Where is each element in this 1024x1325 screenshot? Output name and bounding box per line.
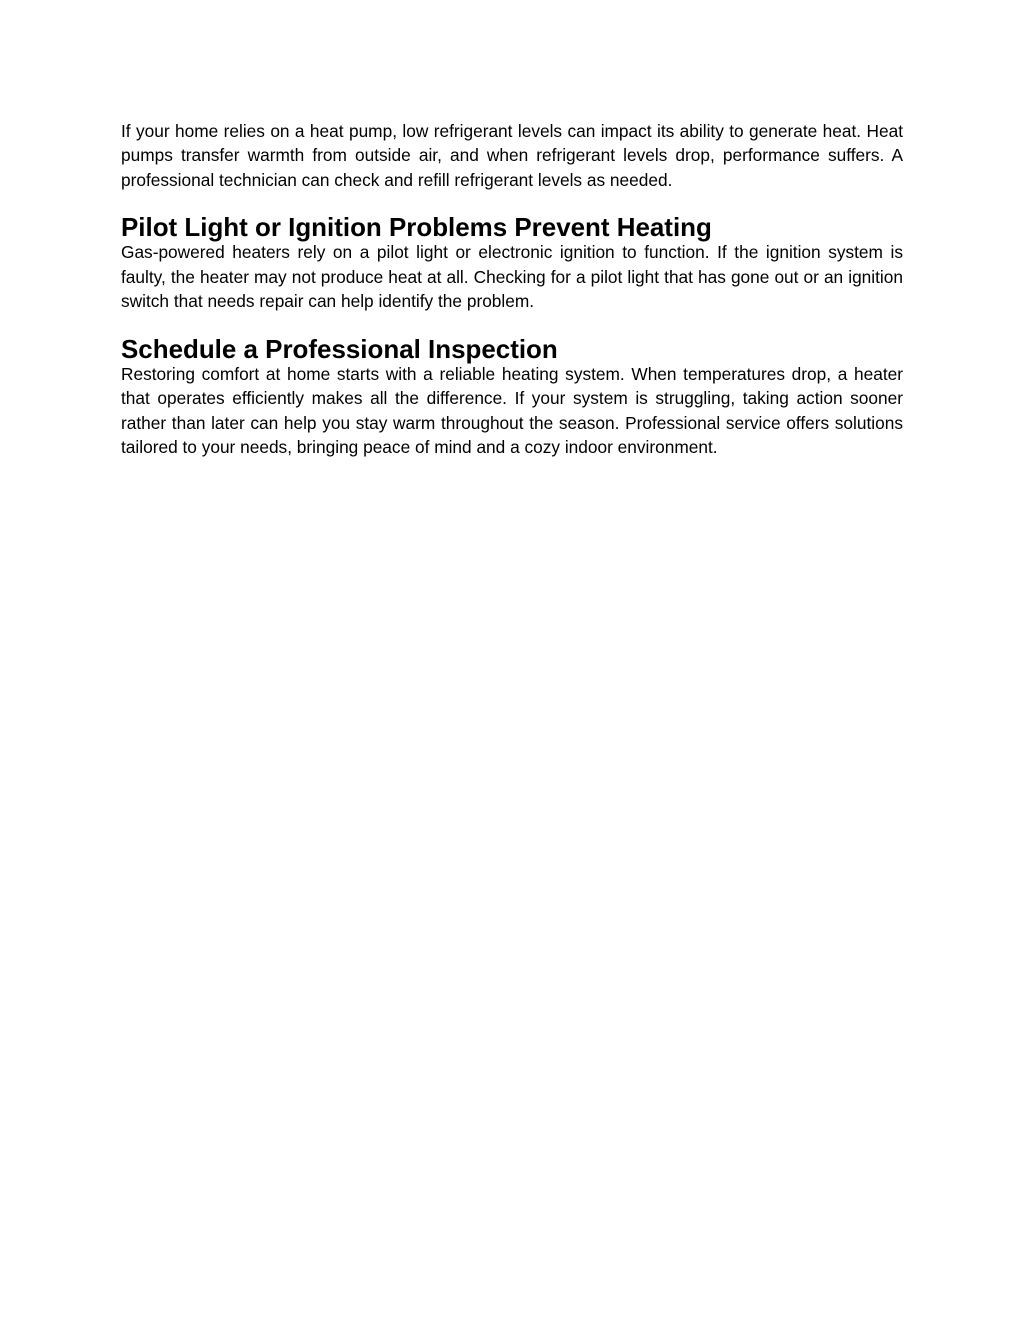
section-body-pilot-light: Gas-powered heaters rely on a pilot light or electronic ignition to function. If the ignition system is faulty, the heater may not produce heat at all. Checking for a pilot light that has gone out or an ignition switch that needs repair can help identify the problem. (121, 242, 903, 312)
section-heading-pilot-light: Pilot Light or Ignition Problems Prevent Heating (121, 214, 712, 243)
intro-paragraph: If your home relies on a heat pump, low refrigerant levels can impact its ability to generate heat. Heat pumps transfer warmth from outside air, and when refrigerant levels drop, performance suffers. A professional technician can check and refill refrigerant levels as needed. (121, 121, 903, 190)
section-heading-inspection: Schedule a Professional Inspection (121, 335, 558, 364)
section-body-inspection: Restoring comfort at home starts with a reliable heating system. When temperatures drop, a heater that operates efficiently makes all the difference. If your system is struggling, taking action sooner rather than later can help you stay warm throughout the season. Professional service offers solutions tailored to your needs, bringing peace of mind and a cozy indoor environment. (121, 363, 903, 457)
section-spacer (121, 313, 903, 337)
document-page (121, 119, 903, 459)
section-spacer (121, 192, 903, 216)
